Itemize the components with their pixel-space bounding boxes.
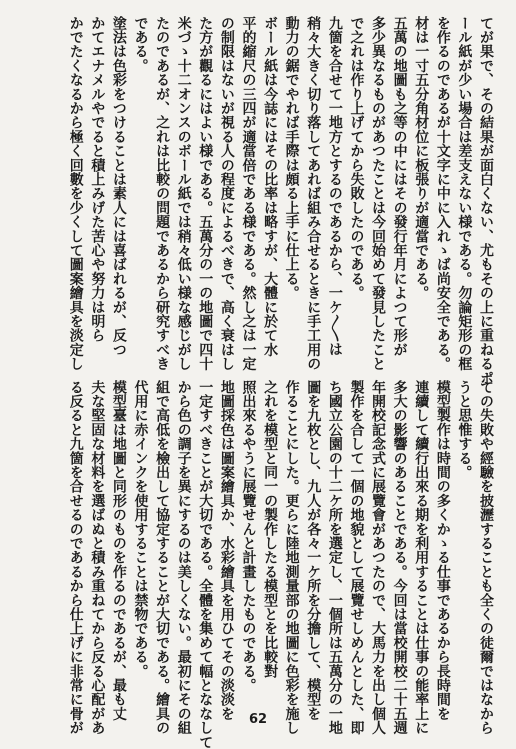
text-column: てが果で、その結果が面白くない、尤もその上に重ねるポ [478,16,494,386]
text-column: かでたくなるから極く回數を少くして圖案繪具を淡定し [67,16,84,371]
text-column: ボール紙は今誌にはその比率は略すが、大體に於て水 [262,16,279,357]
text-column: うと思惟する。 [456,380,473,480]
text-column: 多大の影響のあることである。今回は當校開校二十五週 [391,380,408,735]
text-column: 材は一寸五分角材位に板張りが適當である。 [413,16,430,300]
text-column: 地圖採色は圖案繪具か、水彩繪具を用ひてその淡淡を [218,380,235,721]
text-column: た方が觀るにはよい様である。五萬分の一の地圖で四十 [197,16,214,371]
text-column: 平的縮尺の三四が適當倍である様である。然し之は一定 [240,16,257,371]
text-column: 米づゝ十二オンスのボール紙では稍々低い様な感じがし [175,16,192,371]
text-column: 代用に赤インクを使用することは禁物である。 [132,380,149,679]
text-column: 九箇を合せて一地方とするのであるから、一ケ〳〵は [326,16,343,357]
text-column: たのであるが、之れは比較の問題であるから研究すべき [154,16,171,371]
text-column: 一定すべきことが大切である。全體を集めて幅とななして [197,380,214,749]
text-column: 之れを模型と同一の製作したる模型とを比較對 [262,380,279,679]
text-column: 夫な堅固な材料を選ばぬと積み重ねてから反る心配があ [89,380,106,735]
upper-text-block [14,16,496,386]
text-column: である。 [132,16,149,73]
text-column: 稍々大きく切り落してあれば組み合せるときに手工用の [305,16,322,371]
text-column: ール紙が少い場合は差支えない様である。勿論矩形の框 [456,16,473,371]
text-column: 動力の鋸でやれば手際は頗る上手に仕上る。 [283,16,300,300]
text-column: 製作を合して一個の地貌として展覽せしめんとした、即 [348,380,365,735]
text-column: 年開校記念式に展覽會があつたので、大馬力を出し個人 [370,380,387,735]
text-column: から色の調子を異にするのは美しくない。最初にその組 [175,380,192,735]
text-column: 五萬の地圖も之等の中にはその發行年月によつて形が [391,16,408,357]
text-column: 多少異なるものがあつたことは今回始めて發見したこと [370,16,387,371]
text-column: 模型製作は時間の多くかゝる仕事であるから長時間を [434,380,451,721]
text-column: の制限はないが視る人の程度によるべきで、高く衰はし [218,16,235,371]
text-column: る反ると九箇を合せるのであるから仕上げに非常に骨が [67,380,84,735]
text-column: 塗法は色彩をつけることは素人には喜ばれるが、反つ [110,16,127,357]
text-column: 作ることにした。更らに陸地測量部の地圖に色彩を施し [283,380,300,735]
text-column: で之れは作り上げてから失敗したのである。 [348,16,365,300]
text-column: ての失敗や經驗を披瀝することも全くの徒爾ではなから [478,380,494,735]
text-column: 照出來るやうに展覽せんと計畫したものである。 [240,380,257,693]
text-column: かてエナメルやでると積上みげた苦心や努力は明ら [89,16,106,343]
text-column: を作るのであるが十文字に中に入れゝば尚安全である。 [434,16,451,371]
text-column: 模型臺は地圖と同形のものを作るのであるが、最も丈 [110,380,127,721]
text-column: 圖を九枚とし、九人が各々一ケ所を分擔して、模型を [305,380,322,721]
text-column: 連續して續行出來る期を利用することは仕事の能率上に [413,380,430,735]
text-column: ち國立公園の十二ケ所を選定し、一個所は五萬分の一地 [326,380,343,735]
page-number: 62 [248,712,268,727]
text-column: 組で高低を檢出して協定することが大切である。繪具の [154,380,171,735]
